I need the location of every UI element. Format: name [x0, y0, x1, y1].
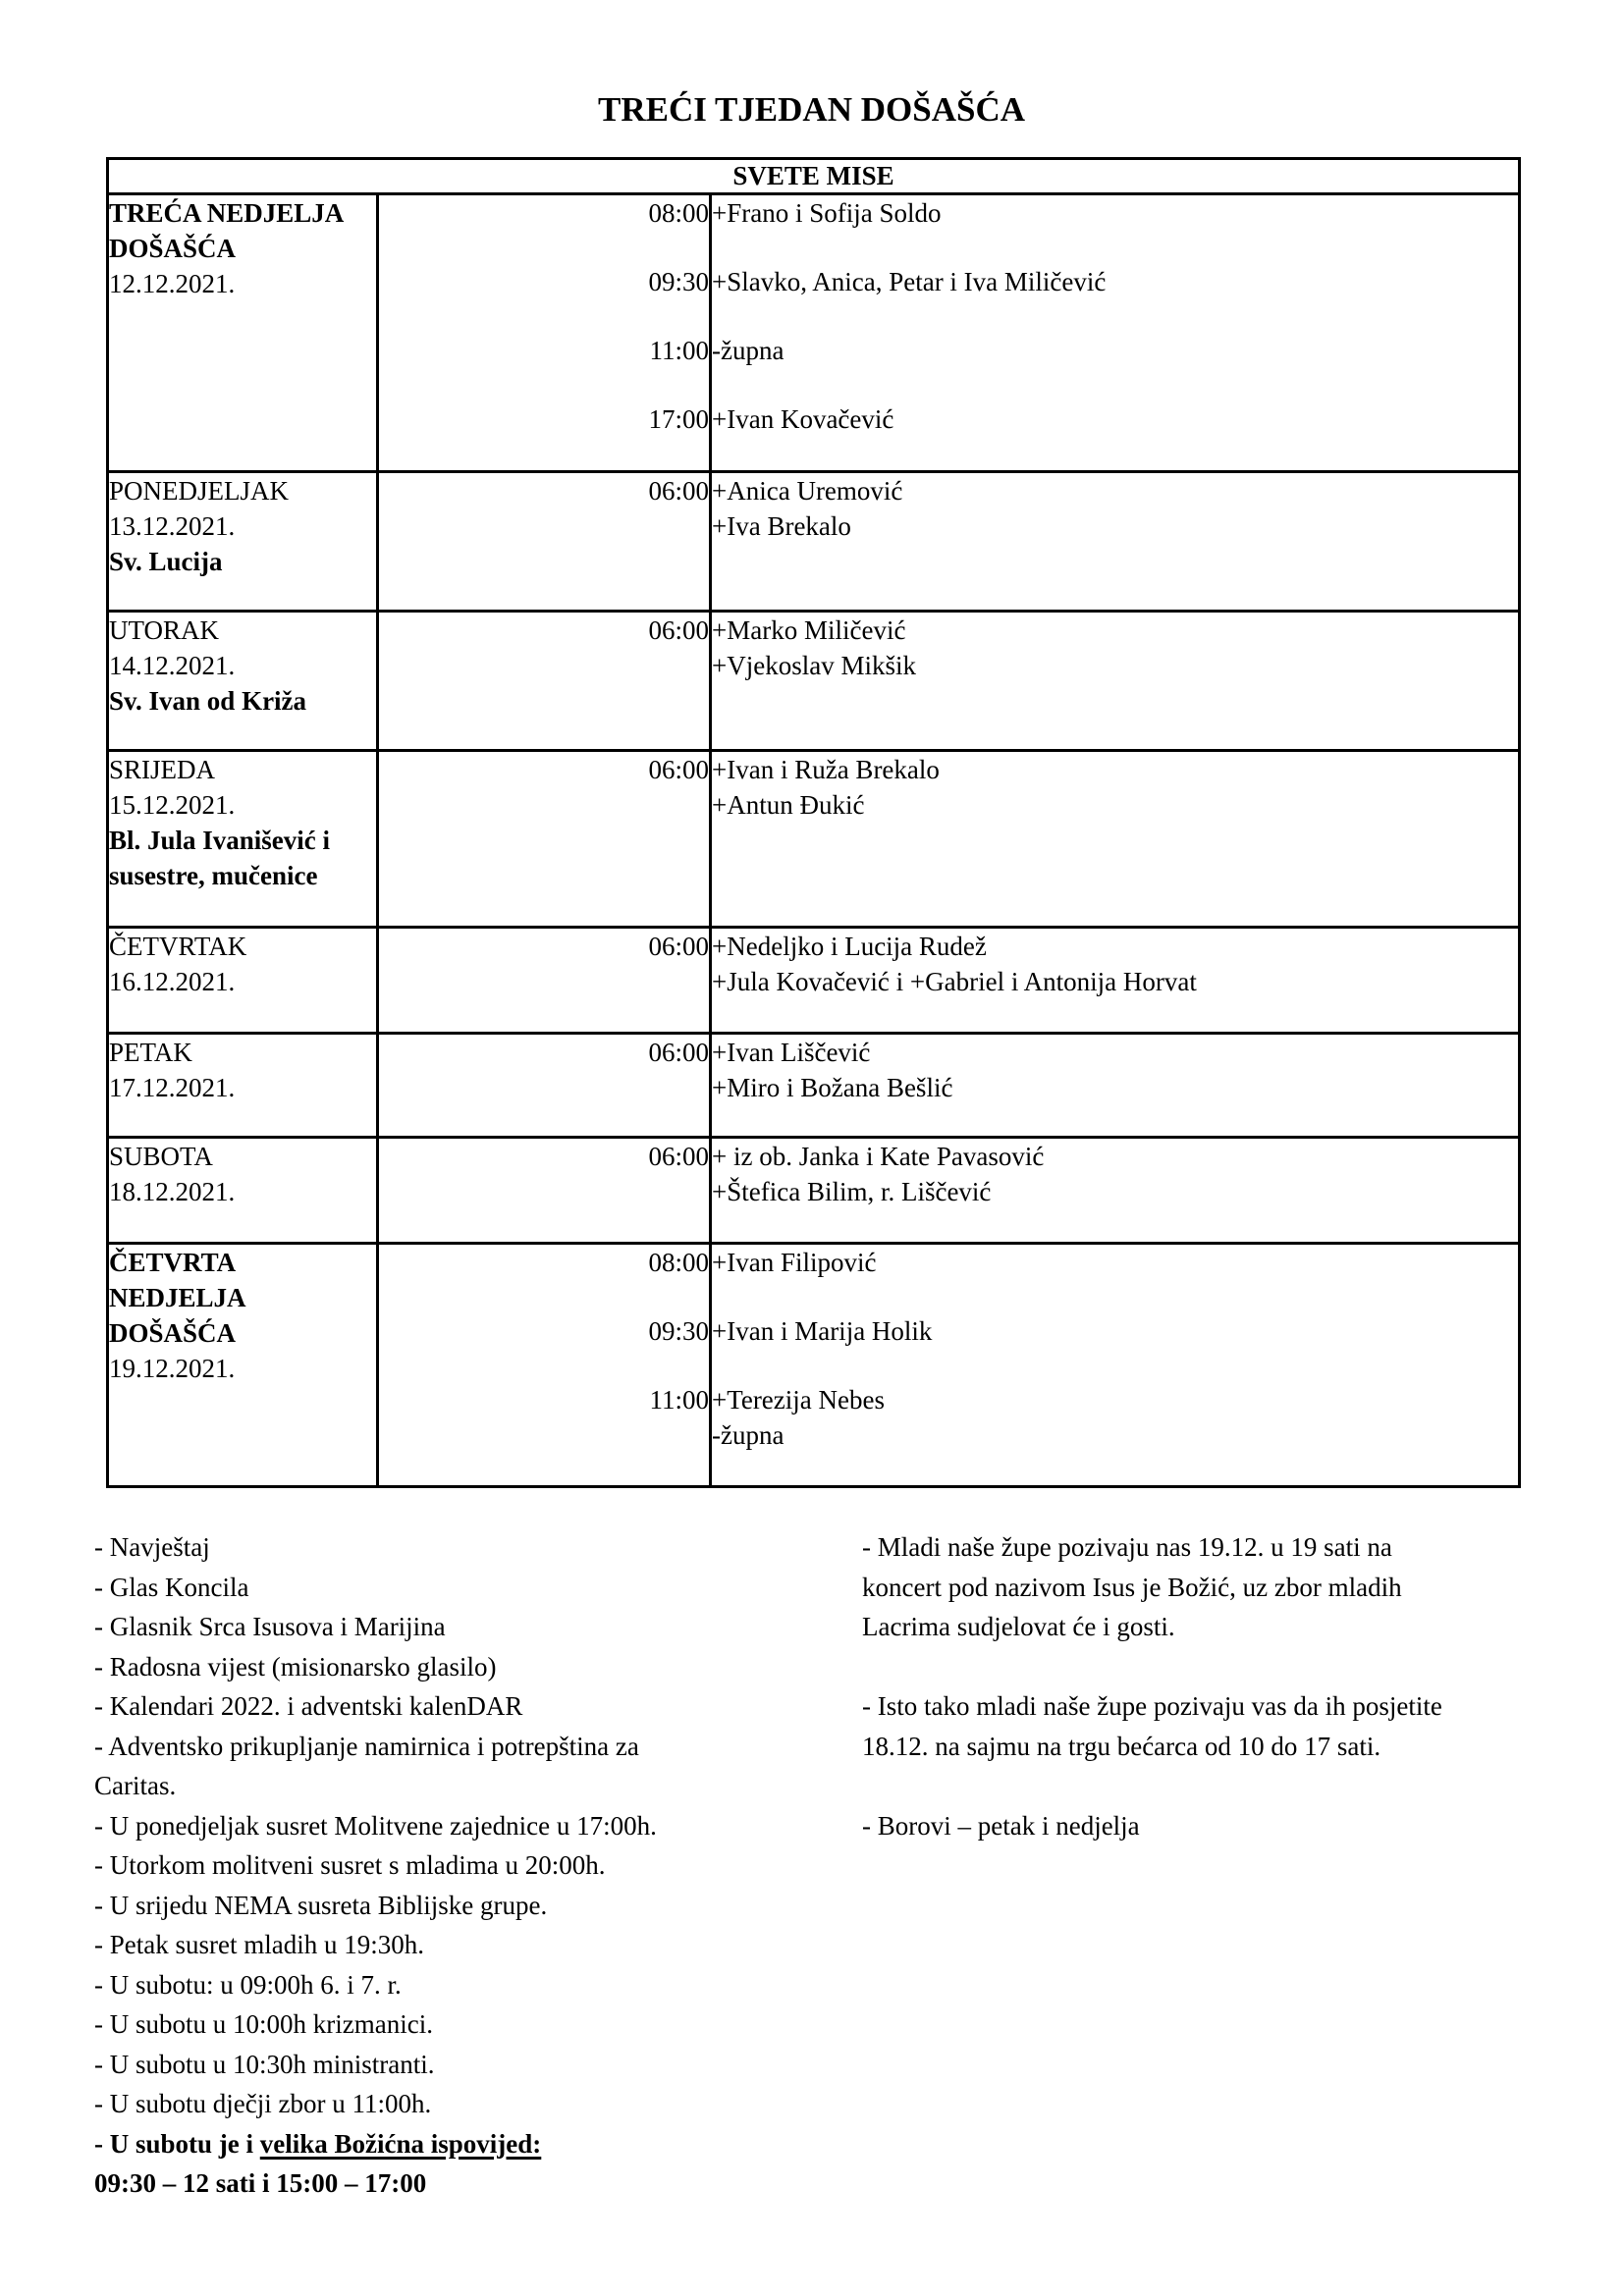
time-cell — [378, 472, 711, 612]
day-cell — [108, 1244, 378, 1487]
mass-intention: +Nedeljko i Lucija Rudež — [712, 932, 987, 961]
announcement-line: - Adventsko prikupljanje namirnica i potrepština za — [94, 1731, 639, 1761]
announcement-line: - Navještaj — [94, 1532, 210, 1562]
mass-intention: -župna — [712, 1420, 784, 1450]
day-line: Sv. Ivan od Križa — [109, 686, 307, 716]
day-line: PETAK — [109, 1038, 192, 1067]
mass-time: 06:00 — [648, 932, 709, 961]
announcement-line: - U subotu dječji zbor u 11:00h. — [94, 2089, 432, 2118]
mass-intention: +Ivan Kovačević — [712, 404, 894, 434]
schedule-row — [108, 1034, 1520, 1138]
day-line: ČETVRTA NEDJELJA — [109, 1248, 246, 1312]
mass-intention: + iz ob. Janka i Kate Pavasović — [712, 1142, 1045, 1171]
mass-intention: +Miro i Božana Bešlić — [712, 1073, 953, 1102]
day-line: 12.12.2021. — [109, 269, 236, 298]
announcement-line: - U ponedjeljak susret Molitvene zajednice u 17:00h. — [94, 1810, 657, 1841]
schedule-row — [108, 1138, 1520, 1244]
schedule-row — [108, 194, 1520, 472]
mass-intention: +Iva Brekalo — [712, 511, 851, 541]
mass-time: 17:00 — [648, 404, 709, 434]
mass-time: 09:30 — [648, 1316, 709, 1346]
day-cell — [108, 612, 378, 751]
announcement-line: - Borovi – petak i nedjelja — [862, 1810, 1140, 1841]
announcement-line: - U subotu: u 09:00h 6. i 7. r. — [94, 1969, 402, 2000]
announcement-line: - U srijedu NEMA susreta Biblijske grupe. — [94, 1890, 548, 1920]
announcement-line: - Kalendari 2022. i adventski kalenDAR — [94, 1691, 523, 1721]
page-title: TREĆI TJEDAN DOŠAŠĆA — [597, 90, 1025, 129]
day-line: 17.12.2021. — [109, 1073, 236, 1102]
day-cell — [108, 1034, 378, 1138]
day-line: DOŠAŠĆA — [109, 1318, 237, 1348]
mass-time: 08:00 — [648, 198, 709, 228]
announcement-line: - Glas Koncila — [94, 1572, 249, 1602]
schedule-row — [108, 751, 1520, 928]
time-cell — [378, 612, 711, 751]
day-cell — [108, 1138, 378, 1244]
time-cell — [378, 194, 711, 472]
confession-times: 09:30 – 12 sati i 15:00 – 17:00 — [94, 2168, 427, 2198]
schedule-row — [108, 928, 1520, 1034]
mass-intention: +Štefica Bilim, r. Liščević — [712, 1177, 992, 1206]
mass-intention: +Marko Miličević — [712, 615, 906, 645]
mass-time: 09:30 — [648, 267, 709, 296]
mass-intention: +Ivan i Marija Holik — [712, 1316, 933, 1346]
day-line: UTORAK — [109, 615, 220, 645]
announcement-line: Lacrima sudjelovat će i gosti. — [862, 1612, 1175, 1641]
time-cell — [378, 1034, 711, 1138]
mass-intention: +Ivan Liščević — [712, 1038, 871, 1067]
schedule-row — [108, 472, 1520, 612]
day-cell — [108, 928, 378, 1034]
mass-intention: -župna — [712, 336, 784, 365]
mass-time: 06:00 — [648, 1142, 709, 1171]
announcement-line: 18.12. na sajmu na trgu bećarca od 10 do 17 sati. — [862, 1731, 1381, 1761]
day-line: Sv. Lucija — [109, 547, 223, 576]
time-cell — [378, 1244, 711, 1487]
mass-time: 06:00 — [648, 476, 709, 506]
day-line: DOŠAŠĆA — [109, 234, 237, 263]
announcement-line: - Utorkom molitveni susret s mladima u 20:00h. — [94, 1850, 606, 1880]
announcements-left — [94, 1527, 801, 2204]
day-line: susestre, mučenice — [109, 861, 318, 890]
mass-intention: +Vjekoslav Mikšik — [712, 651, 916, 680]
announcement-line: - Isto tako mladi naše župe pozivaju vas da ih posjetite — [862, 1691, 1442, 1721]
day-line: 13.12.2021. — [109, 511, 236, 541]
day-line: 16.12.2021. — [109, 967, 236, 996]
announcements-right — [862, 1527, 1540, 1845]
intention-cell — [711, 1138, 1520, 1244]
day-line: TREĆA NEDJELJA — [109, 198, 345, 228]
announcement-line: - Radosna vijest (misionarsko glasilo) — [94, 1651, 497, 1682]
time-cell — [378, 751, 711, 928]
day-cell — [108, 472, 378, 612]
time-cell — [378, 1138, 711, 1244]
day-line: 18.12.2021. — [109, 1177, 236, 1206]
schedule-row — [108, 1244, 1520, 1487]
day-line: PONEDJELJAK — [109, 476, 290, 506]
day-line: Bl. Jula Ivanišević i — [109, 826, 331, 855]
mass-intention: +Ivan Filipović — [712, 1248, 877, 1277]
mass-time: 11:00 — [649, 1385, 709, 1415]
announcement-line: - U subotu u 10:30h ministranti. — [94, 2049, 435, 2079]
day-line: SUBOTA — [109, 1142, 213, 1171]
mass-intention: +Frano i Sofija Soldo — [712, 198, 942, 228]
announcement-line: - U subotu u 10:00h krizmanici. — [94, 2009, 433, 2039]
mass-intention: +Antun Đukić — [712, 790, 865, 820]
intention-cell — [711, 751, 1520, 928]
mass-intention: +Jula Kovačević i +Gabriel i Antonija Horvat — [712, 967, 1197, 996]
time-cell — [378, 928, 711, 1034]
intention-cell — [711, 1034, 1520, 1138]
announcement-line: - Petak susret mladih u 19:30h. — [94, 1930, 424, 1959]
announcement-line: koncert pod nazivom Isus je Božić, uz zbor mladih — [862, 1572, 1402, 1602]
day-line: 19.12.2021. — [109, 1354, 236, 1383]
intention-cell — [711, 472, 1520, 612]
day-line: SRIJEDA — [109, 755, 216, 784]
confession-note: - U subotu je i velika Božićna ispovijed: — [94, 2128, 542, 2159]
announcement-line: - Mladi naše župe pozivaju nas 19.12. u 19 sati na — [862, 1532, 1392, 1562]
mass-intention: +Ivan i Ruža Brekalo — [712, 755, 940, 784]
day-line: 14.12.2021. — [109, 651, 236, 680]
intention-cell — [711, 1244, 1520, 1487]
day-line: ČETVRTAK — [109, 932, 247, 961]
mass-intention: +Terezija Nebes — [712, 1385, 885, 1415]
day-cell — [108, 194, 378, 472]
confession-highlight: velika Božićna ispovijed: — [259, 2128, 542, 2159]
mass-time: 06:00 — [648, 1038, 709, 1067]
intention-cell — [711, 612, 1520, 751]
day-cell — [108, 751, 378, 928]
day-line: 15.12.2021. — [109, 790, 236, 820]
intention-cell — [711, 928, 1520, 1034]
mass-intention: +Anica Uremović — [712, 476, 903, 506]
announcement-line: Caritas. — [94, 1771, 177, 1800]
mass-time: 08:00 — [648, 1248, 709, 1277]
mass-time: 06:00 — [648, 615, 709, 645]
table-header: SVETE MISE — [108, 159, 1520, 194]
announcement-line: - Glasnik Srca Isusova i Marijina — [94, 1612, 446, 1641]
mass-time: 11:00 — [649, 336, 709, 365]
schedule-row — [108, 612, 1520, 751]
mass-schedule-table — [106, 157, 1521, 1488]
intention-cell — [711, 194, 1520, 472]
mass-intention: +Slavko, Anica, Petar i Iva Miličević — [712, 267, 1107, 296]
mass-time: 06:00 — [648, 755, 709, 784]
